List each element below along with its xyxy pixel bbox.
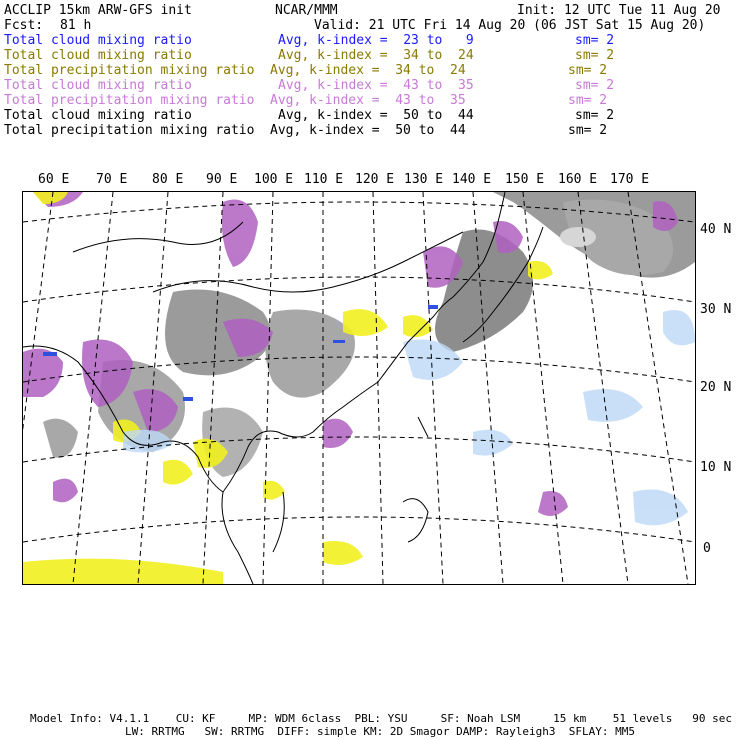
- init-time: Init: 12 UTC Tue 11 Aug 20: [517, 3, 721, 18]
- lat-label: 30 N: [700, 302, 732, 317]
- legend-sm: sm= 2: [568, 93, 608, 108]
- model-title: ACCLIP 15km ARW-GFS init: [4, 3, 192, 18]
- legend-sm: sm= 2: [575, 108, 615, 123]
- lon-label: 80 E: [152, 172, 184, 187]
- legend-field: Total cloud mixing ratio: [4, 33, 192, 48]
- lon-label: 110 E: [304, 172, 344, 187]
- legend-sm: sm= 2: [575, 78, 615, 93]
- lat-label: 0: [703, 541, 711, 556]
- legend-avg: Avg, k-index = 43 to 35: [270, 93, 466, 108]
- lon-label: 160 E: [558, 172, 598, 187]
- lon-label: 120 E: [355, 172, 395, 187]
- legend-sm: sm= 2: [575, 48, 615, 63]
- legend-avg: Avg, k-index = 43 to 35: [278, 78, 474, 93]
- model-info-line2: LW: RRTMG SW: RRTMG DIFF: simple KM: 2D Smagor DAMP: Rayleigh3 SFLAY: MM5: [125, 725, 635, 738]
- legend-field: Total precipitation mixing ratio: [4, 123, 255, 138]
- lon-label: 130 E: [404, 172, 444, 187]
- lat-label: 10 N: [700, 460, 732, 475]
- legend-field: Total precipitation mixing ratio: [4, 93, 255, 108]
- forecast-label: Fcst:: [4, 18, 44, 33]
- legend-avg: Avg, k-index = 34 to 24: [270, 63, 466, 78]
- legend-sm: sm= 2: [568, 123, 608, 138]
- lon-label: 140 E: [452, 172, 492, 187]
- legend-avg: Avg, k-index = 34 to 24: [278, 48, 474, 63]
- lat-label: 20 N: [700, 380, 732, 395]
- lon-label: 150 E: [505, 172, 545, 187]
- map-canvas: [23, 192, 695, 584]
- organization-label: NCAR/MMM: [275, 3, 338, 18]
- map-panel: [22, 191, 696, 585]
- legend-avg: Avg, k-index = 50 to 44: [270, 123, 466, 138]
- forecast-hours: 81 h: [60, 18, 92, 33]
- valid-time: Valid: 21 UTC Fri 14 Aug 20 (06 JST Sat 15 Aug 20): [314, 18, 706, 33]
- lon-label: 60 E: [38, 172, 70, 187]
- lat-label: 40 N: [700, 222, 732, 237]
- lon-label: 90 E: [206, 172, 238, 187]
- legend-sm: sm= 2: [568, 63, 608, 78]
- legend-avg: Avg, k-index = 50 to 44: [278, 108, 474, 123]
- lon-label: 170 E: [610, 172, 650, 187]
- model-info-line1: Model Info: V4.1.1 CU: KF MP: WDM 6class PBL: YSU SF: Noah LSM 15 km 51 levels 90 sec: [30, 712, 732, 725]
- lon-label: 100 E: [254, 172, 294, 187]
- legend-field: Total precipitation mixing ratio: [4, 63, 255, 78]
- legend-sm: sm= 2: [575, 33, 615, 48]
- legend-avg: Avg, k-index = 23 to 9: [278, 33, 474, 48]
- legend-field: Total cloud mixing ratio: [4, 78, 192, 93]
- legend-field: Total cloud mixing ratio: [4, 108, 192, 123]
- lon-label: 70 E: [96, 172, 128, 187]
- legend-field: Total cloud mixing ratio: [4, 48, 192, 63]
